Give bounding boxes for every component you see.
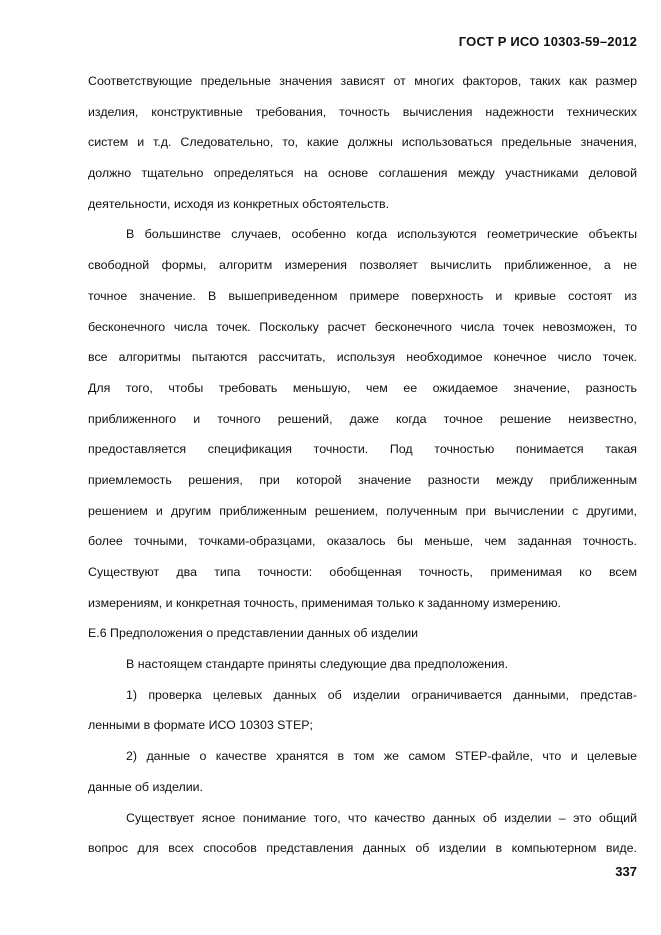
text-line: изделия, конструктивные требования, точность вычисления надежности технических: [88, 104, 637, 119]
list-item: 1) проверка целевых данных об изделии ограничивается данными, представ-: [126, 687, 637, 702]
text-line: В большинстве случаев, особенно когда используются геометрические объекты: [126, 227, 637, 242]
document-header: ГОСТ Р ИСО 10303-59–2012: [458, 34, 637, 49]
text-line: Для того, чтобы требовать меньшую, чем ее ожидаемое значение, разность: [88, 380, 637, 395]
text-line: более точными, точками-образцами, оказалось бы меньше, чем заданная точность.: [88, 534, 637, 549]
section-heading: Е.6 Предположения о представлении данных об изделии: [88, 626, 419, 641]
list-item-continuation: данные об изделии.: [88, 779, 204, 794]
text-line: приближенного и точного решений, даже когда точное решение неизвестно,: [88, 411, 637, 426]
document-body: [88, 66, 637, 864]
text-line: все алгоритмы пытаются рассчитать, используя необходимое конечное число точек.: [88, 350, 637, 365]
text-line: решением и другим приближенным решением, полученным при вычислении с другими,: [88, 503, 637, 518]
text-line: предоставляется спецификация точности. Под точностью понимается такая: [88, 442, 637, 457]
text-line: должно тщательно определяться на основе соглашения между участниками деловой: [88, 166, 637, 181]
text-line: деятельности, исходя из конкретных обстоятельств.: [88, 196, 390, 211]
text-line: Соответствующие предельные значения зависят от многих факторов, таких как размер: [88, 74, 637, 88]
text-line: систем и т.д. Следовательно, то, какие должны использоваться предельные значения,: [88, 135, 637, 150]
text-line: приемлемость решения, при которой значение разности между приближенным: [88, 472, 637, 487]
text-line: точное значение. В вышеприведенном примере поверхность и кривые состоят из: [88, 288, 637, 303]
text-line: В настоящем стандарте приняты следующие два предположения.: [126, 657, 509, 672]
text-line: Существуют два типа точности: обобщенная точность, применимая ко всем: [88, 565, 637, 579]
text-line: измерениям, и конкретная точность, применимая только к заданному измерению.: [88, 595, 561, 610]
text-line: вопрос для всех способов представления данных об изделии в компьютерном виде.: [88, 841, 637, 856]
list-item: 2) данные о качестве хранятся в том же самом STEP-файле, что и целевые: [126, 749, 637, 764]
text-line: бесконечного числа точек. Поскольку расчет бесконечного числа точек невозможен, то: [88, 319, 637, 334]
text-line: свободной формы, алгоритм измерения позволяет вычислить приближенное, а не: [88, 258, 637, 273]
page-number: 337: [615, 864, 637, 879]
text-line: Существует ясное понимание того, что качество данных об изделии – это общий: [126, 810, 637, 825]
list-item-continuation: ленными в формате ИСО 10303 STEP;: [88, 718, 313, 733]
